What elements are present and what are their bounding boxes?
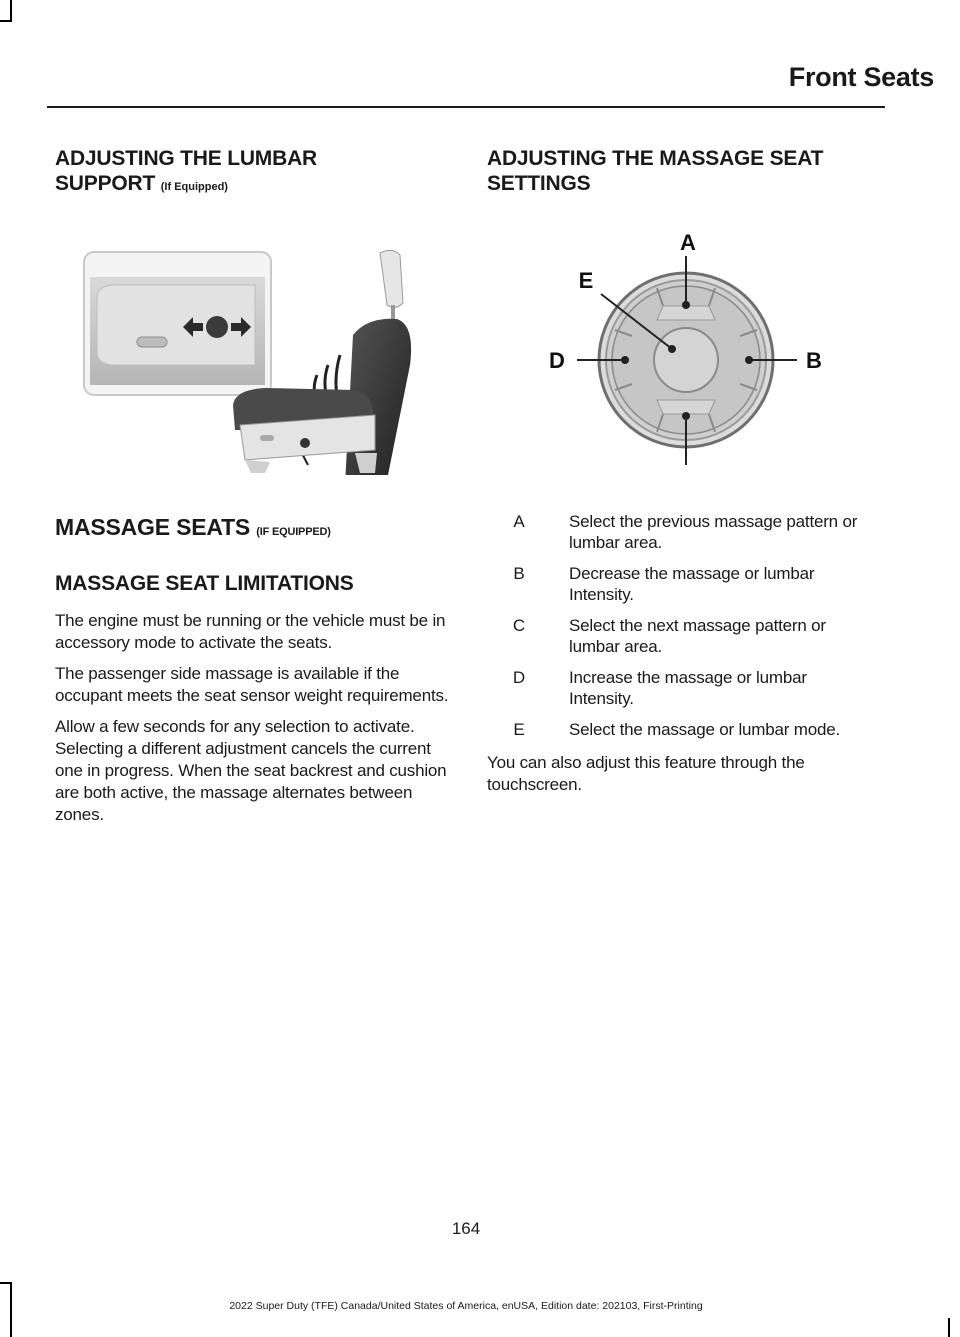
edition-footer: 2022 Super Duty (TFE) Canada/United States of America, enUSA, Edition date: 202103, First-Printing — [229, 1300, 703, 1312]
legend-text: Increase the massage or lumbar Intensity. — [569, 668, 807, 708]
legend-text: Select the massage or lumbar mode. — [569, 720, 841, 739]
crop-mark — [0, 20, 12, 22]
seat-illustration — [55, 215, 427, 475]
lumbar-heading-line1: ADJUSTING THE LUMBAR — [55, 147, 317, 170]
lumbar-heading — [55, 146, 450, 200]
massage-if-equipped: (IF EQUIPPED) — [256, 526, 331, 538]
left-column — [55, 146, 450, 835]
paragraph: The engine must be running or the vehicle must be in accessory mode to activate the seats. — [55, 611, 446, 652]
if-equipped-note: (If Equipped) — [160, 181, 228, 193]
massage-settings-heading: ADJUSTING THE MASSAGE SEAT SETTINGS — [487, 147, 824, 195]
legend-row — [487, 615, 882, 657]
crop-mark — [948, 1318, 950, 1337]
massage-control-figure — [487, 208, 882, 470]
legend-key: D — [512, 668, 526, 687]
lumbar-figure — [55, 215, 427, 475]
legend-key: A — [513, 512, 525, 531]
label-b: B — [806, 348, 822, 373]
right-column — [487, 146, 882, 805]
page-title: Front Seats — [788, 62, 934, 92]
legend-row — [487, 511, 882, 553]
legend-text: Decrease the massage or lumbar Intensity. — [569, 564, 815, 604]
paragraph: Allow a few seconds for any selection to activate. Selecting a different adjustment cancels the current one in progress. When the seat backrest and cushion are both active, the massage alternates between zones. — [55, 717, 447, 824]
legend-text: Select the next massage pattern or lumbar area. — [569, 616, 826, 656]
limitations-body — [55, 610, 450, 826]
label-e: E — [578, 268, 594, 293]
legend-key: B — [513, 564, 525, 583]
legend-row — [487, 719, 882, 740]
legend-key: E — [513, 720, 525, 739]
massage-dial-diagram — [487, 208, 882, 470]
label-d: D — [549, 348, 565, 373]
legend-list — [487, 511, 882, 740]
massage-seats-title: MASSAGE SEATS — [55, 514, 251, 540]
closing-paragraph: You can also adjust this feature through the touchscreen. — [487, 753, 805, 794]
paragraph: The passenger side massage is available if the occupant meets the seat sensor weight requirements. — [55, 664, 449, 705]
massage-seats-heading — [55, 515, 450, 545]
legend-row — [487, 563, 882, 605]
legend-text: Select the previous massage pattern or lumbar area. — [569, 512, 858, 552]
legend-key: C — [512, 616, 526, 635]
crop-mark — [0, 1282, 12, 1284]
crop-mark — [10, 0, 12, 22]
header-rule — [47, 106, 885, 108]
legend-row — [487, 667, 882, 709]
lumbar-heading-line2: SUPPORT — [55, 172, 156, 195]
page-number: 164 — [451, 1219, 481, 1238]
limitations-heading: MASSAGE SEAT LIMITATIONS — [55, 572, 354, 595]
label-a: A — [680, 230, 696, 255]
